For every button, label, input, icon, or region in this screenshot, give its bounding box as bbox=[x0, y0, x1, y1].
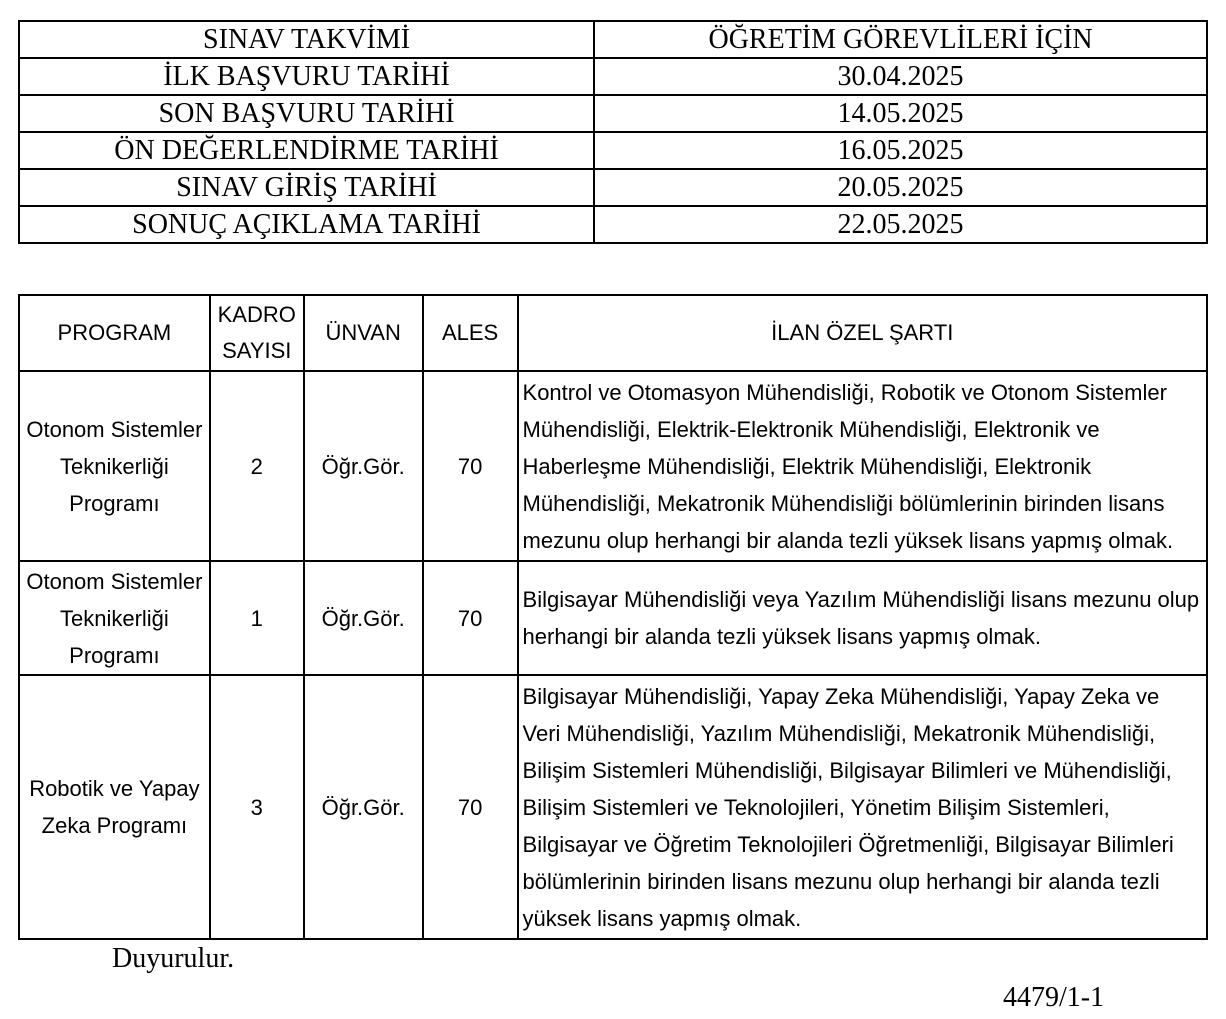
requirement-line: Bilgisayar Mühendisliği veya Yazılım Mühendisliği lisans mezunu olup bbox=[522, 587, 1200, 612]
requirement-line: Mühendisliği, Elektrik-Elektronik Mühendisliği, Elektronik ve bbox=[522, 416, 1100, 442]
program-line: Programı bbox=[69, 490, 160, 516]
table-row bbox=[19, 561, 1207, 675]
requirement-cell bbox=[518, 371, 1207, 561]
schedule-row bbox=[19, 169, 1207, 206]
schedule-date: 16.05.2025 bbox=[594, 132, 1207, 169]
table-row bbox=[19, 675, 1207, 939]
program-line: Teknikerliği bbox=[59, 453, 169, 479]
requirement-cell bbox=[518, 675, 1207, 939]
positions-table bbox=[18, 294, 1208, 940]
header-kadro-line1: KADRO bbox=[217, 302, 296, 327]
requirement-line: Bilgisayar ve Öğretim Teknolojileri Öğretmenliği, Bilgisayar Bilimleri bbox=[522, 831, 1174, 857]
program-cell bbox=[19, 561, 210, 675]
requirement-line: Bilişim Sistemleri ve Teknolojileri, Yönetim Bilişim Sistemleri, bbox=[522, 794, 1110, 820]
program-line: Teknikerliği bbox=[59, 605, 169, 631]
header-unvan: ÜNVAN bbox=[304, 295, 423, 371]
kadro-cell: 1 bbox=[210, 561, 304, 675]
requirement-cell bbox=[518, 561, 1207, 675]
ales-cell: 70 bbox=[423, 371, 518, 561]
header-sart: İLAN ÖZEL ŞARTI bbox=[518, 295, 1207, 371]
requirement-line: Mühendisliği, Mekatronik Mühendisliği bölümlerinin birinden lisans bbox=[522, 490, 1165, 516]
program-cell bbox=[19, 371, 210, 561]
requirement-line: Haberleşme Mühendisliği, Elektrik Mühendisliği, Elektronik bbox=[522, 453, 1092, 479]
program-line: Zeka Programı bbox=[41, 813, 188, 838]
schedule-label: ÖN DEĞERLENDİRME TARİHİ bbox=[19, 132, 594, 169]
program-line: Otonom Sistemler bbox=[26, 568, 203, 594]
schedule-header-row bbox=[19, 21, 1207, 58]
kadro-cell: 3 bbox=[210, 675, 304, 939]
schedule-label: SONUÇ AÇIKLAMA TARİHİ bbox=[19, 206, 594, 243]
schedule-label: SINAV GİRİŞ TARİHİ bbox=[19, 169, 594, 206]
header-program: PROGRAM bbox=[19, 295, 210, 371]
ales-cell: 70 bbox=[423, 675, 518, 939]
positions-header-row bbox=[19, 295, 1207, 371]
schedule-header-left: SINAV TAKVİMİ bbox=[19, 21, 594, 58]
requirement-line: herhangi bir alanda tezli yüksek lisans yapmış olmak. bbox=[522, 624, 1041, 649]
program-cell bbox=[19, 675, 210, 939]
unvan-cell: Öğr.Gör. bbox=[304, 675, 423, 939]
schedule-date: 20.05.2025 bbox=[594, 169, 1207, 206]
announcement-text: Duyurulur. bbox=[112, 943, 235, 974]
exam-schedule-table bbox=[18, 20, 1208, 244]
program-line: Robotik ve Yapay bbox=[29, 776, 200, 801]
requirement-line: Veri Mühendisliği, Yazılım Mühendisliği, Mekatronik Mühendisliği, bbox=[522, 720, 1156, 746]
schedule-row bbox=[19, 206, 1207, 243]
requirement-line: bölümlerinin birinden lisans mezunu olup herhangi bir alanda tezli bbox=[522, 868, 1160, 894]
header-kadro-line2: SAYISI bbox=[222, 338, 292, 363]
schedule-date: 22.05.2025 bbox=[594, 206, 1207, 243]
schedule-row bbox=[19, 58, 1207, 95]
document-number: 4479/1-1 bbox=[1003, 982, 1105, 1013]
header-ales: ALES bbox=[423, 295, 518, 371]
unvan-cell: Öğr.Gör. bbox=[304, 371, 423, 561]
requirement-line: mezunu olup herhangi bir alanda tezli yüksek lisans yapmış olmak. bbox=[522, 527, 1174, 553]
schedule-header-right: ÖĞRETİM GÖREVLİLERİ İÇİN bbox=[594, 21, 1207, 58]
schedule-row bbox=[19, 132, 1207, 169]
ales-cell: 70 bbox=[423, 561, 518, 675]
requirement-line: yüksek lisans yapmış olmak. bbox=[522, 905, 802, 931]
schedule-date: 30.04.2025 bbox=[594, 58, 1207, 95]
schedule-label: SON BAŞVURU TARİHİ bbox=[19, 95, 594, 132]
table-row bbox=[19, 371, 1207, 561]
header-kadro bbox=[210, 295, 304, 371]
program-line: Otonom Sistemler bbox=[26, 416, 203, 442]
requirement-line: Bilgisayar Mühendisliği, Yapay Zeka Mühendisliği, Yapay Zeka ve bbox=[522, 683, 1160, 709]
schedule-date: 14.05.2025 bbox=[594, 95, 1207, 132]
unvan-cell: Öğr.Gör. bbox=[304, 561, 423, 675]
schedule-row bbox=[19, 95, 1207, 132]
program-line: Programı bbox=[69, 642, 160, 668]
kadro-cell: 2 bbox=[210, 371, 304, 561]
schedule-label: İLK BAŞVURU TARİHİ bbox=[19, 58, 594, 95]
requirement-line: Bilişim Sistemleri Mühendisliği, Bilgisayar Bilimleri ve Mühendisliği, bbox=[522, 757, 1172, 783]
requirement-line: Kontrol ve Otomasyon Mühendisliği, Robotik ve Otonom Sistemler bbox=[522, 379, 1167, 405]
